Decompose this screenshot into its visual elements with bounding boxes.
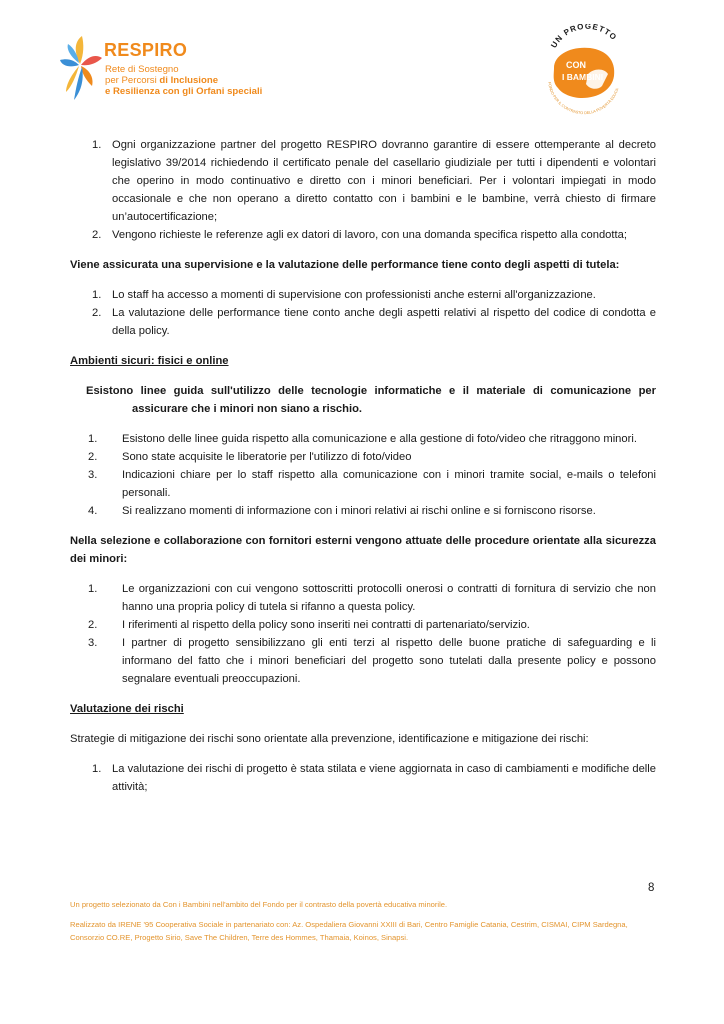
- tagline-line-1: Rete di Sostegno: [105, 64, 179, 75]
- environments-heading: Ambienti sicuri: fisici e online: [70, 355, 229, 367]
- supervision-list: [70, 286, 656, 340]
- arc-text: UN PROGETTO: [549, 24, 619, 50]
- list-item: 2. I riferimenti al rispetto della policy sono inseriti nei contratti di partenariato/servizio.: [88, 619, 530, 631]
- risks-heading: Valutazione dei rischi: [70, 703, 184, 715]
- respiro-logo: [60, 34, 263, 108]
- tagline-line-2a: per Percorsi: [105, 75, 160, 86]
- list-item: 1. Ogni organizzazione partner del progetto RESPIRO dovranno garantire di essere ottemperante al decreto legislativo 39/2014 richiedendo il certificato penale del casellario giudiziale per tutti i dipendenti e volontari che operino in modo continuativo e diretto con i minori beneficiari. Per i volontari impiegati in modo occasionale e che non operano a diretto contatto con i bambini e le bambine, verrà chiesto di firmare un’autocertificazione;: [92, 139, 656, 223]
- badge-line-2: I BAMBINI: [562, 72, 604, 82]
- pinwheel-logo-icon: [60, 34, 102, 104]
- tagline-line-2: [105, 75, 275, 86]
- list-item: 3. Indicazioni chiare per lo staff rispetto alla comunicazione con i minori tramite social, e-mails o telefoni personali.: [88, 469, 656, 499]
- list-item: 1. Esistono delle linee guida rispetto alla comunicazione e alla gestione di foto/video che ritraggono minori.: [88, 433, 637, 445]
- page-number: 8: [648, 882, 655, 894]
- vetting-list: [70, 136, 656, 244]
- guidelines-list: [70, 430, 656, 520]
- list-item: 2. La valutazione delle performance tiene conto anche degli aspetti relativi al rispetto del codice di condotta e della policy.: [92, 307, 656, 337]
- logo-subtext: FONDO PER IL CONTRASTO DELLA POVERTÀ EDUCA: [547, 81, 620, 116]
- list-item: 2. Vengono richieste le referenze agli ex datori di lavoro, con una domanda specifica rispetto alla condotta;: [92, 229, 627, 241]
- list-item: 1. Le organizzazioni con cui vengono sottoscritti protocolli onerosi o contratti di fornitura di servizio che non hanno una propria policy di tutela si rifanno a questa policy.: [88, 583, 656, 613]
- brand-tagline: [105, 64, 275, 97]
- badge-line-1: CON: [566, 60, 586, 70]
- footer-line-2: Realizzato da IRENE '95 Cooperativa Sociale in partenariato con: Az. Ospedaliera Giovanni XXIII di Bari, Centro Famiglie Catania, Cestrim, CISMAI, CIPM Sardegna, Consorzio CO.RE, Progetto Sirio, Save The Children, Terre des Hommes, Thamaia, Koinos, Sinapsi.: [70, 920, 628, 942]
- list-item: 1. Lo staff ha accesso a momenti di supervisione con professionisti anche esterni all'organizzazione.: [92, 289, 596, 301]
- document-body: [70, 136, 656, 796]
- suppliers-list: [70, 580, 656, 688]
- tagline-line-3: e Resilienza con gli Orfani speciali: [105, 86, 263, 97]
- suppliers-heading: Nella selezione e collaborazione con fornitori esterni vengono attuate delle procedure orientate alla sicurezza dei minori:: [70, 535, 656, 565]
- list-item: 1. La valutazione dei rischi di progetto è stata stilata e viene aggiornata in caso di cambiamenti e modifiche delle attività;: [92, 763, 656, 793]
- risks-intro: Strategie di mitigazione dei rischi sono orientate alla prevenzione, identificazione e mitigazione dei rischi:: [70, 733, 589, 745]
- con-i-bambini-logo-icon: [532, 24, 636, 122]
- risks-list: [70, 760, 656, 796]
- list-item: 4. Si realizzano momenti di informazione con i minori relativi ai rischi online e si forniscono risorse.: [88, 505, 596, 517]
- list-item: 2. Sono state acquisite le liberatorie per l'utilizzo di foto/video: [88, 451, 412, 463]
- list-item: 3. I partner di progetto sensibilizzano gli enti terzi al rispetto delle buone pratiche di safeguarding e li informano del fatto che i minori beneficiari del progetto sono tutelati dalla presente policy e possono segnalare eventuali preoccupazioni.: [88, 637, 656, 685]
- brand-name: RESPIRO: [104, 40, 188, 60]
- guidelines-subheading: Esistono linee guida sull'utilizzo delle tecnologie informatiche e il materiale di comunicazione per assicurare che i minori non siano a rischio.: [86, 385, 656, 415]
- tagline-line-2b: di Inclusione: [159, 75, 219, 86]
- page-footer: [70, 899, 660, 944]
- svg-text:UN PROGETTO: [549, 24, 618, 50]
- supervision-heading: Viene assicurata una supervisione e la valutazione delle performance tiene conto degli aspetti di tutela:: [70, 259, 620, 271]
- footer-line-1: Un progetto selezionato da Con i Bambini nell'ambito del Fondo per il contrasto della povertà educativa minorile.: [70, 900, 448, 909]
